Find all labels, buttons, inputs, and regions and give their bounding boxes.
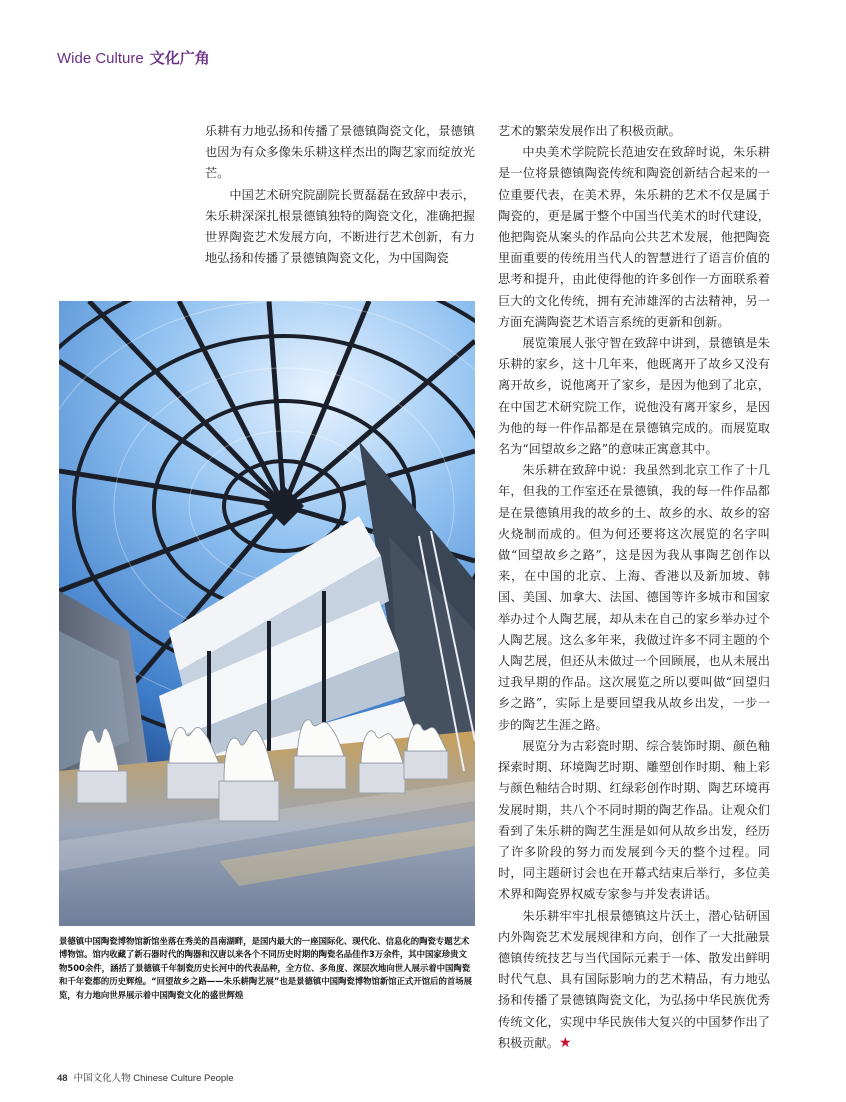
section-title-en: Wide Culture [57, 50, 144, 67]
article-column-left [205, 121, 475, 269]
paragraph: 艺术的繁荣发展作出了积极贡献。 [498, 124, 681, 138]
section-title-zh: 文化广角 [149, 49, 210, 67]
paragraph: 乐耕有力地弘扬和传播了景德镇陶瓷文化，景德镇也因为有众多像朱乐耕这样杰出的陶艺家而绽放光芒。 [205, 124, 475, 181]
magazine-name-en: Chinese Culture People [133, 1073, 234, 1084]
paragraph: 展览分为古彩瓷时期、综合装饰时期、颜色釉探索时期、环境陶艺时期、雕塑创作时期、釉上彩与颜色釉结合时期、红绿彩创作时期、陶艺环境再发展时期，共八个不同时期的陶艺作品。让观众们看到了朱乐耕的陶艺生涯是如何从故乡出发，经历了许多阶段的努力而发展到今天的整个过程。同时，同主题研讨会也在开幕式结束后举行，多位美术界和陶瓷界权威专家参与并发表讲话。 [498, 738, 770, 902]
paragraph-text: 朱乐耕牢牢扎根景德镇这片沃土，潜心钻研国内外陶瓷艺术发展规律和方向，创作了一大批融景德镇传统技艺与当代国际元素于一体、散发出鲜明时代气息、具有国际影响力的艺术精品，有力地弘扬和传播了景德镇陶瓷文化，为弘扬中华民族优秀传统文化，实现中华民族伟大复兴的中国梦作出了积极贡献。 [498, 908, 770, 1050]
page-number: 48 [57, 1073, 68, 1084]
end-star-icon: ★ [558, 1034, 572, 1051]
section-header [57, 47, 210, 68]
paragraph: 中国艺术研究院副院长贾磊磊在致辞中表示，朱乐耕深深扎根景德镇独特的陶瓷文化，准确把握世界陶瓷艺术发展方向，不断进行艺术创新，有力地弘扬和传播了景德镇陶瓷文化，为中国陶瓷 [205, 187, 475, 266]
paragraph-last [498, 906, 770, 1054]
paragraph: 展览策展人张守智在致辞中讲到，景德镇是朱乐耕的家乡，这十几年来，他既离开了故乡又没有离开故乡，说他离开了家乡，是因为他到了北京，在中国艺术研究院工作，说他没有离开家乡，是因为他的每一件作品都是在景德镇完成的。而展览取名为“回望故乡之路”的意味正寓意其中。 [498, 336, 770, 457]
page-footer [57, 1070, 234, 1084]
article-column-right [498, 121, 770, 1054]
paragraph: 中央美术学院院长范迪安在致辞时说，朱乐耕是一位将景德镇陶瓷传统和陶瓷创新结合起来的一位重要代表，在美术界，朱乐耕的艺术不仅是属于陶瓷的，更是属于整个中国当代美术的时代建设，他把陶瓷从案头的作品向公共艺术发展，他把陶瓷里面重要的传统用当代人的智慧进行了语言价值的思考和提升，由此使得他的许多创作一方面联系着巨大的文化传统，拥有充沛雄浑的古法精神，另一方面充满陶瓷艺术语言系统的更新和创新。 [498, 145, 770, 329]
photo-caption: 景德镇中国陶瓷博物馆新馆坐落在秀美的昌南湖畔，是国内最大的一座国际化、现代化、信息化的陶瓷专题艺术博物馆。馆内收藏了新石器时代的陶器和汉唐以来各个不同历史时期的陶瓷名品佳作3万余件，其中国家珍贵文物500余件，涵括了景德镇千年制瓷历史长河中的代表品种，全方位、多角度、深层次地向世人展示着中国陶瓷和千年瓷都的历史辉煌。“回望故乡之路——朱乐耕陶艺展”也是景德镇中国陶瓷博物馆新馆正式开馆后的首场展览，有力地向世界展示着中国陶瓷文化的盛世辉煌 [59, 936, 473, 1000]
paragraph: 朱乐耕在致辞中说：我虽然到北京工作了十几年，但我的工作室还在景德镇，我的每一件作品都是在景德镇用我的故乡的土、故乡的水、故乡的窑火烧制而成的。但为何还要将这次展览的名字叫做“回望故乡之路”，这是因为我从事陶艺创作以来，在中国的北京、上海、香港以及新加坡、韩国、美国、加拿大、法国、德国等许多城市和国家举办过个人陶艺展，却从未在自己的家乡举办过个人陶艺展。这么多年来，我做过许多不同主题的个人陶艺展，但还从未做过一个回顾展，也从未展出过我早期的作品。这次展览之所以要叫做“回望归乡之路”，实际上是要回望我从故乡出发，一步一步的陶艺生涯之路。 [498, 463, 770, 732]
magazine-name-zh: 中国文化人物 [73, 1073, 131, 1084]
museum-atrium-photo [59, 301, 475, 926]
